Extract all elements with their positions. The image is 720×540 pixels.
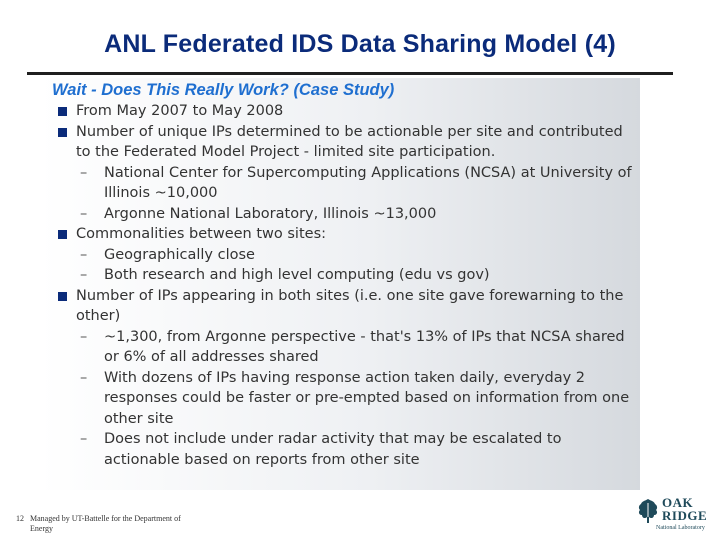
- logo-line-1: OAK: [662, 495, 694, 510]
- sub-bullet-item: [52, 429, 640, 470]
- bullet-list: [52, 101, 640, 470]
- dash-bullet-icon: –: [80, 205, 88, 222]
- square-bullet-icon: [58, 230, 67, 239]
- bullet-text: ~1,300, from Argonne perspective - that's 13% of IPs that NCSA shared or 6% of all addresses shared: [104, 328, 625, 365]
- logo-line-3: National Laboratory: [656, 525, 705, 531]
- dash-bullet-icon: –: [80, 267, 88, 283]
- bullet-text: National Center for Supercomputing Applications (NCSA) at University of Illinois ~10,000: [104, 164, 632, 201]
- bullet-item: [52, 286, 640, 327]
- page-number: 12: [16, 514, 24, 523]
- square-bullet-icon: [58, 107, 67, 116]
- dash-bullet-icon: –: [80, 246, 88, 263]
- slide-content: [40, 78, 640, 490]
- dash-bullet-icon: –: [80, 164, 88, 181]
- bullet-text: From May 2007 to May 2008: [76, 103, 284, 119]
- bullet-item: [52, 101, 640, 122]
- bullet-text: Number of IPs appearing in both sites (i.e. one site gave forewarning to the other): [76, 287, 624, 324]
- oak-leaf-icon: [636, 498, 660, 524]
- dash-bullet-icon: –: [80, 431, 88, 447]
- sub-bullet-item: [52, 204, 640, 225]
- sub-bullet-item: [52, 327, 640, 368]
- sub-bullet-item: [52, 368, 640, 430]
- square-bullet-icon: [58, 128, 67, 137]
- sub-bullet-item: [52, 265, 640, 286]
- footer-text: Managed by UT-Battelle for the Department of Energy: [30, 514, 181, 533]
- bullet-text: With dozens of IPs having response action taken daily, everyday 2 responses could be faster or pre-empted based on information from one other site: [104, 369, 630, 427]
- dash-bullet-icon: –: [80, 328, 88, 345]
- bullet-text: Commonalities between two sites:: [76, 226, 327, 242]
- dash-bullet-icon: –: [80, 369, 88, 386]
- title-divider: [27, 72, 673, 75]
- content-subhead: Wait - Does This Really Work? (Case Study): [52, 81, 395, 99]
- ornl-logo: [636, 496, 716, 536]
- sub-bullet-item: [52, 245, 640, 266]
- bullet-text: Number of unique IPs determined to be actionable per site and contributed to the Federated Model Project - limited site participation.: [76, 123, 623, 160]
- logo-line-2: RIDGE: [662, 508, 708, 523]
- bullet-item: [52, 224, 640, 245]
- bullet-text: Argonne National Laboratory, Illinois ~13,000: [104, 205, 437, 222]
- bullet-item: [52, 122, 640, 163]
- bullet-text: Does not include under radar activity that may be escalated to actionable based on reports from other site: [104, 431, 562, 468]
- sub-bullet-item: [52, 163, 640, 204]
- square-bullet-icon: [58, 292, 67, 301]
- bullet-text: Geographically close: [104, 246, 255, 263]
- slide-title: ANL Federated IDS Data Sharing Model (4): [104, 30, 616, 58]
- bullet-text: Both research and high level computing (edu vs gov): [104, 267, 490, 283]
